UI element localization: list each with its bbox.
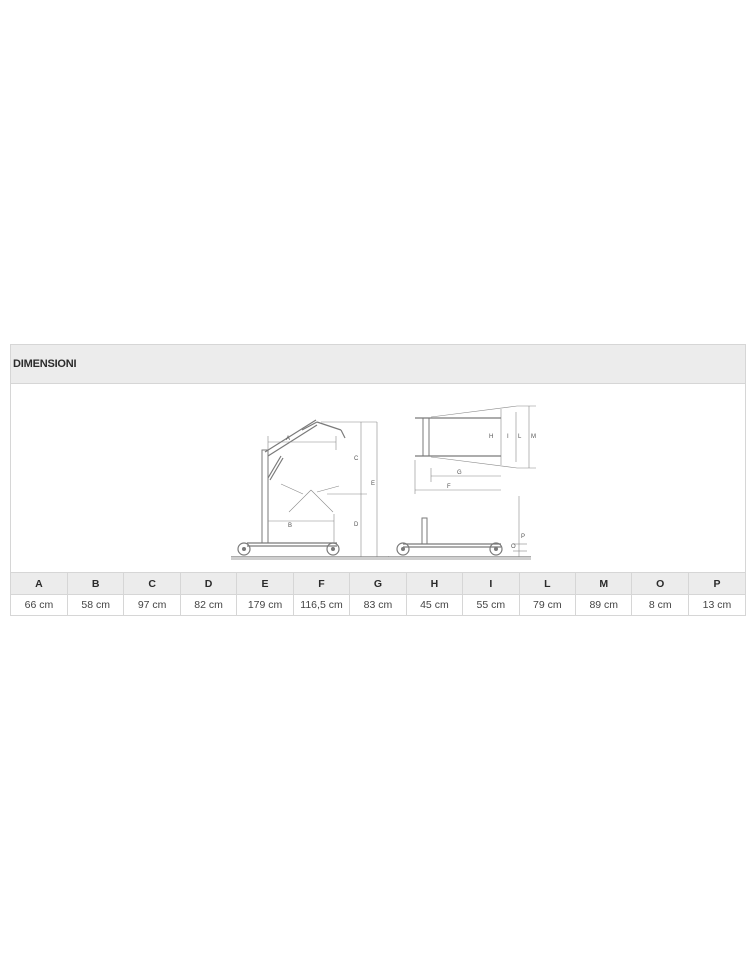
lift-top-view xyxy=(397,406,536,557)
floor-right xyxy=(388,557,531,560)
dim-label-g: G xyxy=(457,470,462,476)
header-e: E xyxy=(237,573,293,595)
header-i: I xyxy=(463,573,519,595)
dimensions-panel xyxy=(10,344,746,616)
lift-side-view xyxy=(238,420,377,557)
dim-label-d: D xyxy=(354,522,359,528)
value-l: 79 cm xyxy=(519,595,575,616)
header-l: L xyxy=(519,573,575,595)
dim-label-e: E xyxy=(371,481,376,487)
header-f: F xyxy=(293,573,349,595)
value-o: 8 cm xyxy=(632,595,688,616)
header-d: D xyxy=(180,573,236,595)
floor-left xyxy=(231,557,389,560)
table-row xyxy=(11,595,745,616)
section-header xyxy=(11,345,745,384)
header-g: G xyxy=(350,573,406,595)
technical-drawing xyxy=(11,384,745,572)
value-h: 45 cm xyxy=(406,595,462,616)
section-title: DIMENSIONI xyxy=(13,358,77,370)
header-c: C xyxy=(124,573,180,595)
header-b: B xyxy=(67,573,123,595)
header-h: H xyxy=(406,573,462,595)
value-p: 13 cm xyxy=(688,595,745,616)
header-a: A xyxy=(11,573,67,595)
table-header-row xyxy=(11,573,745,595)
lift-dimension-diagram xyxy=(11,384,745,572)
dim-label-h: H xyxy=(489,434,494,440)
value-i: 55 cm xyxy=(463,595,519,616)
dim-label-a: A xyxy=(286,436,291,442)
dim-label-p: P xyxy=(521,534,526,540)
value-e: 179 cm xyxy=(237,595,293,616)
dim-label-i: I xyxy=(507,434,509,440)
value-f: 116,5 cm xyxy=(293,595,349,616)
header-o: O xyxy=(632,573,688,595)
dim-label-b: B xyxy=(288,523,293,529)
dimensions-table xyxy=(11,572,745,615)
value-m: 89 cm xyxy=(576,595,632,616)
dim-label-l: L xyxy=(518,434,522,440)
value-c: 97 cm xyxy=(124,595,180,616)
value-d: 82 cm xyxy=(180,595,236,616)
value-g: 83 cm xyxy=(350,595,406,616)
dim-label-o: O xyxy=(511,544,516,550)
dim-label-m: M xyxy=(531,434,536,440)
dim-label-f: F xyxy=(447,484,451,490)
value-b: 58 cm xyxy=(67,595,123,616)
header-m: M xyxy=(576,573,632,595)
header-p: P xyxy=(688,573,745,595)
value-a: 66 cm xyxy=(11,595,67,616)
dim-label-c: C xyxy=(354,456,359,462)
